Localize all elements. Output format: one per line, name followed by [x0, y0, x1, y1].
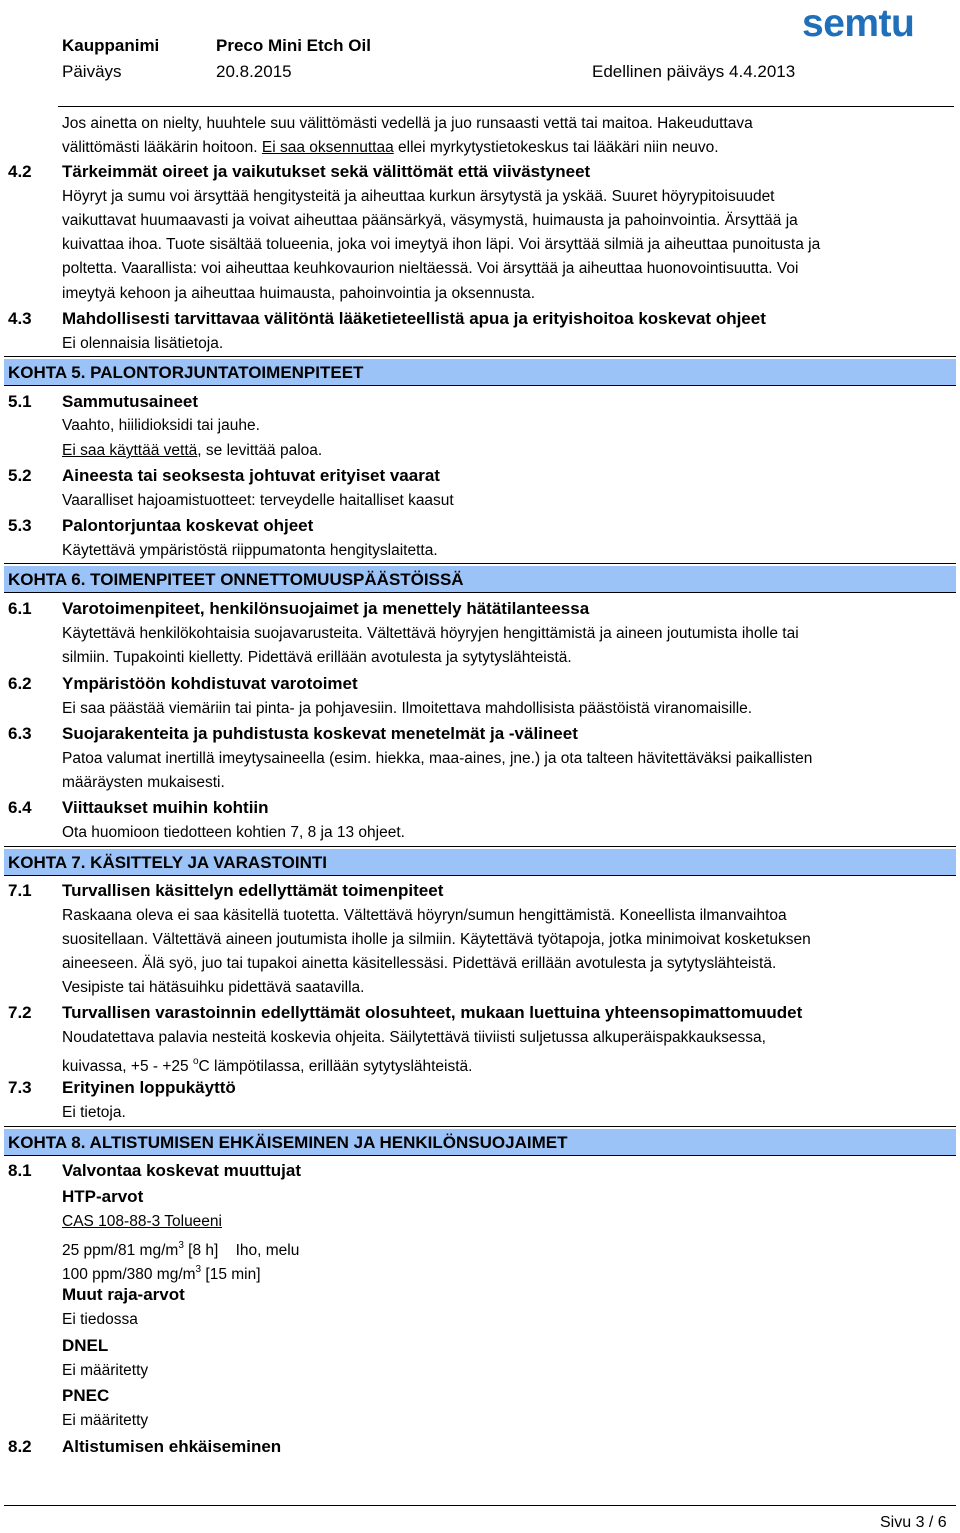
subsection-title: Sammutusaineet [62, 392, 199, 411]
subsection-number: 7.3 [8, 1078, 32, 1097]
subsection-title: Altistumisen ehkäiseminen [62, 1437, 282, 1456]
pnec-value: Ei määritetty [62, 1412, 149, 1429]
section-5-band [4, 359, 956, 386]
dnel-value: Ei määritetty [62, 1362, 149, 1379]
paragraph-line: Käytettävä ympäristöstä riippumatonta hengityslaitetta. [62, 542, 438, 559]
paragraph-line: aineeseen. Älä syö, juo tai tupakoi ainetta käsitellessäsi. Pidettävä erillään avotulesta ja sytytyslähteistä. [62, 955, 777, 972]
subsection-number: 4.2 [8, 162, 32, 181]
semtu-logo: semtu [802, 2, 915, 45]
subsection-number: 5.3 [8, 516, 32, 535]
previous-date: Edellinen päiväys 4.4.2013 [592, 62, 796, 81]
paragraph-line: silmiin. Tupakointi kielletty. Pidettävä erillään avotulesta ja sytytyslähteistä. [62, 649, 572, 666]
section-rule [4, 846, 956, 847]
paragraph-line: Vaahto, hiilidioksidi tai jauhe. [62, 417, 260, 434]
subsection-title: Aineesta tai seoksesta johtuvat erityiset vaarat [62, 466, 440, 485]
paragraph-line: kuivattaa ihoa. Tuote sisältää tolueenia, joka voi imeytyä ihon läpi. Voi ärsyttää silmiä ja aiheuttaa punoitusta ja [62, 236, 821, 253]
subsection-number: 8.2 [8, 1437, 32, 1456]
pnec-heading: PNEC [62, 1386, 110, 1405]
subsection-title: Viittaukset muihin kohtiin [62, 798, 269, 817]
other-limits-heading: Muut raja-arvot [62, 1285, 185, 1304]
subsection-title: Turvallisen käsittelyn edellyttämät toimenpiteet [62, 881, 444, 900]
subsection-title: Mahdollisesti tarvittavaa välitöntä lääketieteellistä apua ja erityishoitoa koskevat ohjeet [62, 309, 766, 328]
section-rule [4, 1126, 956, 1127]
htp-value-8h: 25 ppm/81 $mg/m^3$ [8 h] Iho, melu [62, 1240, 300, 1259]
date-label: Päiväys [62, 62, 122, 81]
section-8-heading: KOHTA 8. ALTISTUMISEN EHKÄISEMINEN JA HENKILÖNSUOJAIMET [8, 1133, 568, 1152]
subsection-title: Turvallisen varastoinnin edellyttämät olosuhteet, mukaan luettuina yhteensopimattomuudet [62, 1003, 803, 1022]
paragraph-line: Noudatettava palavia nesteitä koskevia ohjeita. Säilytettävä tiiviisti suljetussa alkuperäispakkauksessa, [62, 1029, 766, 1046]
dnel-heading: DNEL [62, 1336, 109, 1355]
paragraph-line: Ei tietoja. [62, 1104, 126, 1121]
paragraph-line: Ei saa päästää viemäriin tai pinta- ja pohjavesiin. Ilmoitettava mahdollisista päästöistä viranomaisille. [62, 700, 753, 717]
paragraph-line: Vesipiste tai hätäsuihku pidettävä saatavilla. [62, 979, 365, 996]
paragraph-line: Ei olennaisia lisätietoja. [62, 335, 224, 352]
trader-label: Kauppanimi [62, 36, 160, 55]
no-water-emphasis: Ei saa käyttää vettä [62, 442, 198, 459]
subsection-title: Varotoimenpiteet, henkilönsuojaimet ja menettely hätätilanteessa [62, 599, 590, 618]
paragraph-line: Käytettävä henkilökohtaisia suojavarusteita. Vältettävä höyryjen hengittämistä ja aineen joutumista iholle tai [62, 625, 799, 642]
section-6-band [4, 566, 956, 593]
paragraph-line: Ota huomioon tiedotteen kohtien 7, 8 ja 13 ohjeet. [62, 824, 405, 841]
section-rule [4, 356, 956, 357]
trader-value: Preco Mini Etch Oil [216, 36, 371, 55]
subsection-number: 6.2 [8, 674, 32, 693]
subsection-number: 4.3 [8, 309, 32, 328]
date-value: 20.8.2015 [216, 62, 292, 81]
htp-value-15min: 100 ppm/380 $mg/m^3$ [15 min] [62, 1264, 261, 1283]
paragraph-line: Höyryt ja sumu voi ärsyttää hengitysteitä ja aiheuttaa kurkun ärsytystä ja yskää. Suuret höyrypitoisuudet [62, 188, 775, 205]
section-6-heading: KOHTA 6. TOIMENPITEET ONNETTOMUUSPÄÄSTÖISSÄ [8, 570, 464, 589]
paragraph-line: suositellaan. Vältettävä aineen joutumista iholle ja silmiin. Käytettävä työtapoja, jotka minimoivat kosketuksen [62, 931, 811, 948]
subsection-number: 8.1 [8, 1161, 32, 1180]
other-limits-value: Ei tiedossa [62, 1311, 138, 1328]
paragraph-line: poltetta. Vaarallista: voi aiheuttaa keuhkovaurion nieltäessä. Voi ärsyttää ja aiheuttaa huonovointisuutta. Voi [62, 260, 799, 277]
footer-rule [4, 1505, 956, 1506]
subsection-title: Valvontaa koskevat muuttujat [62, 1161, 302, 1180]
page-number: Sivu 3 / 6 [880, 1514, 947, 1531]
subsection-number: 6.3 [8, 724, 32, 743]
s4-paragraph-line: Jos ainetta on nielty, huuhtele suu välittömästi vedellä ja juo runsaasti vettä tai maitoa. Hakeuduttava [62, 115, 753, 132]
paragraph-line: imeytyä kehoon ja aiheuttaa huimausta, pahoinvointia ja oksennusta. [62, 285, 536, 302]
subsection-number: 7.2 [8, 1003, 32, 1022]
cas-substance: CAS 108-88-3 Tolueeni [62, 1213, 222, 1230]
paragraph-line: Raskaana oleva ei saa käsitellä tuotetta. Vältettävä höyryn/sumun hengittämistä. Koneellista ilmanvaihtoa [62, 907, 787, 924]
paragraph-line: vaikuttavat huumaavasti ja voivat aiheuttaa päänsärkyä, väsymystä, huimausta ja pahoinvointia. Ärsyttää ja [62, 212, 798, 229]
paragraph-line: Vaaralliset hajoamistuotteet: terveydelle haitalliset kaasut [62, 492, 454, 509]
no-vomit-emphasis: Ei saa oksennuttaa [261, 139, 394, 156]
section-7-heading: KOHTA 7. KÄSITTELY JA VARASTOINTI [8, 853, 327, 872]
subsection-title: Suojarakenteita ja puhdistusta koskevat menetelmät ja -välineet [62, 724, 578, 743]
subsection-number: 6.1 [8, 599, 32, 618]
header-rule [58, 106, 954, 107]
subsection-title: Tärkeimmät oireet ja vaikutukset sekä välittömät että viivästyneet [62, 162, 591, 181]
section-8-band [4, 1129, 956, 1156]
section-7-band [4, 849, 956, 876]
htp-heading: HTP-arvot [62, 1187, 144, 1206]
subsection-number: 7.1 [8, 881, 32, 900]
subsection-number: 5.2 [8, 466, 32, 485]
paragraph-line: Ei saa käyttää vettä, se levittää paloa. [62, 442, 323, 459]
subsection-title: Erityinen loppukäyttö [62, 1078, 236, 1097]
paragraph-line: määräysten mukaisesti. [62, 774, 225, 791]
section-rule [4, 563, 956, 564]
subsection-title: Ympäristöön kohdistuvat varotoimet [62, 674, 358, 693]
paragraph-line: Patoa valumat inertillä imeytysaineella (esim. hiekka, maa-aines, jne.) ja ota talteen hävitettäväksi paikallisten [62, 750, 813, 767]
subsection-number: 5.1 [8, 392, 32, 411]
section-5-heading: KOHTA 5. PALONTORJUNTATOIMENPITEET [8, 363, 364, 382]
subsection-title: Palontorjuntaa koskevat ohjeet [62, 516, 314, 535]
s4-paragraph-line: välittömästi lääkärin hoitoon. Ei saa oksennuttaa ellei myrkytystietokeskus tai lääkäri niin neuvo. [62, 139, 719, 156]
paragraph-line: kuivassa, +5 - +25 $^o$C lämpötilassa, erillään sytytyslähteistä. [62, 1056, 473, 1075]
subsection-number: 6.4 [8, 798, 32, 817]
